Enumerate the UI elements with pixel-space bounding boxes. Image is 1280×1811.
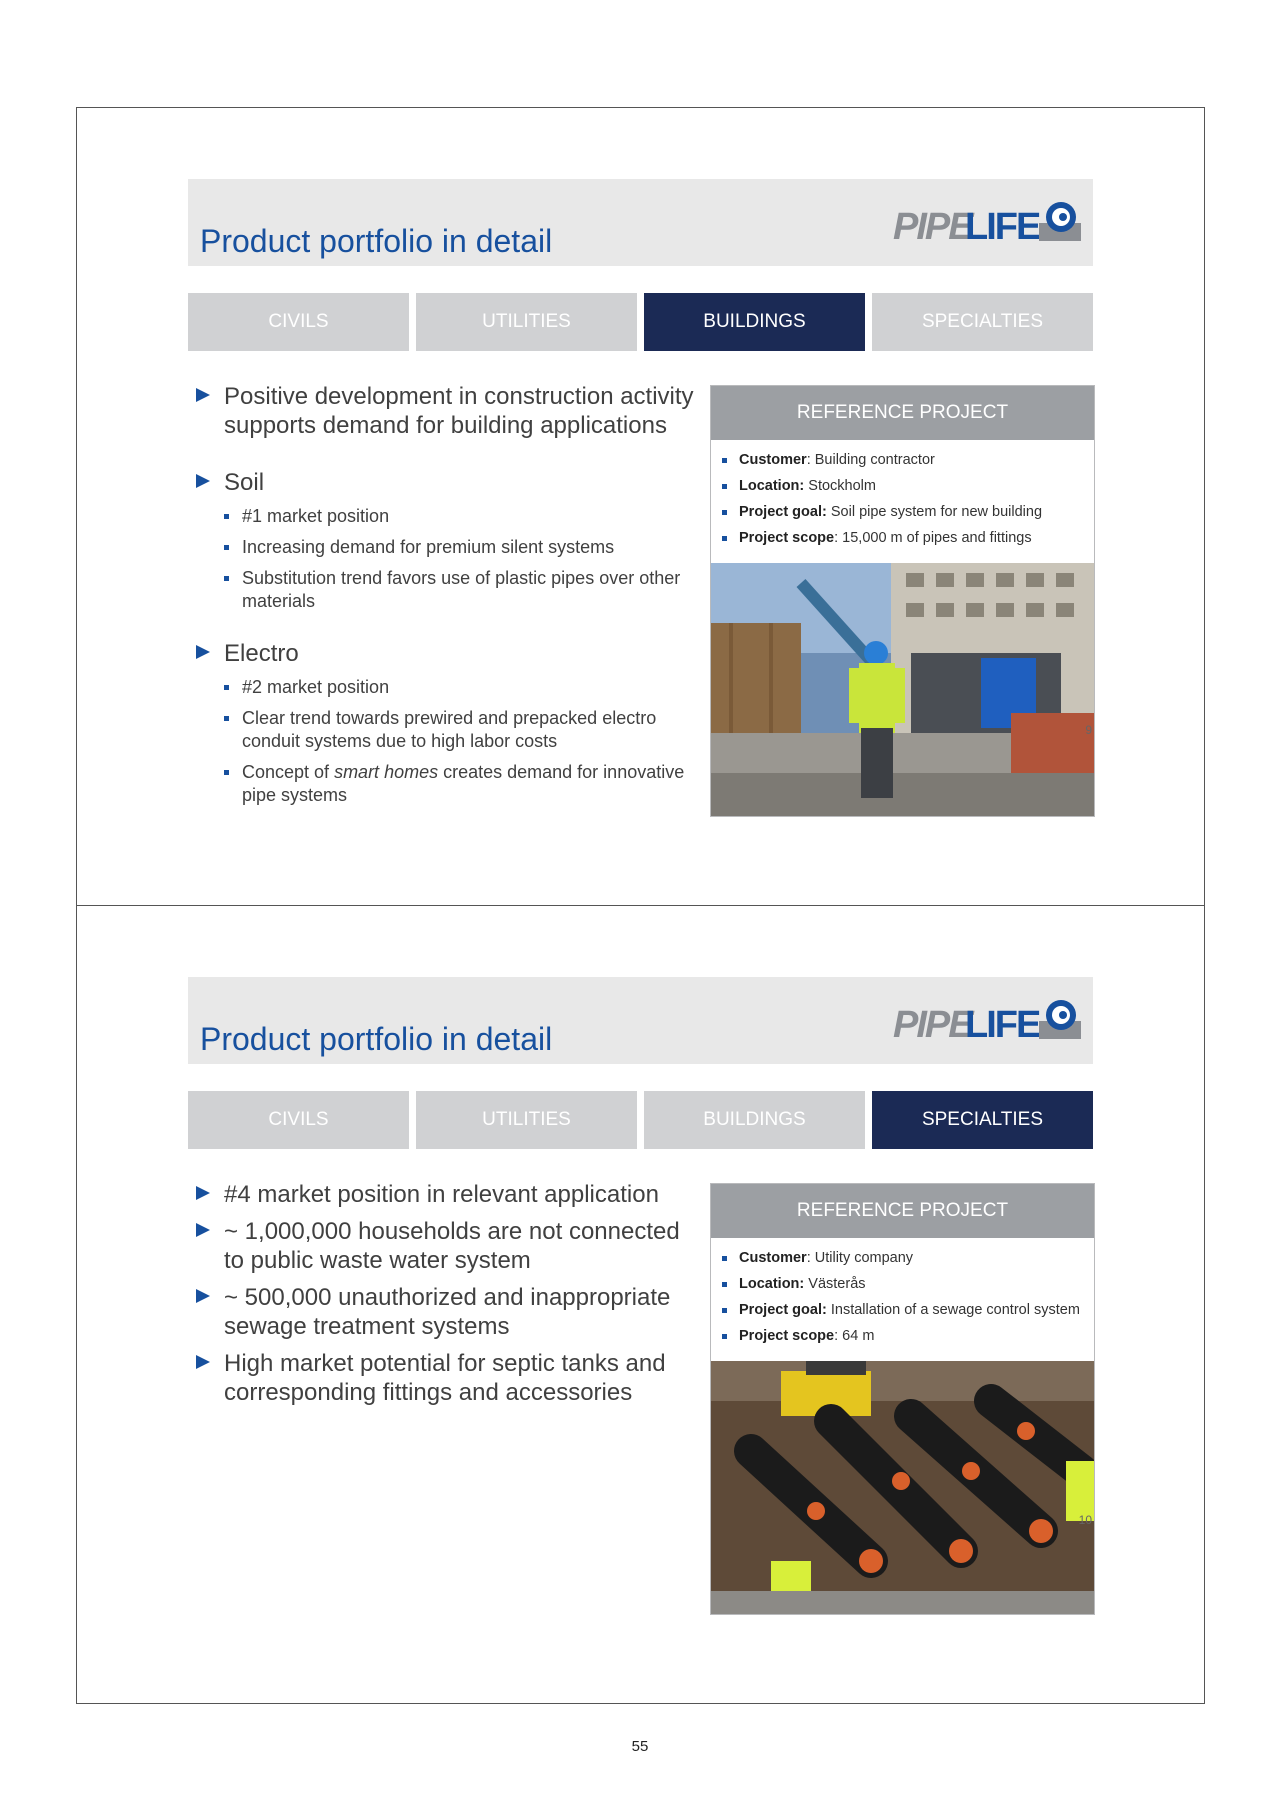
tab-utilities[interactable]: UTILITIES xyxy=(416,293,637,351)
reference-item: Project scope: 64 m xyxy=(721,1327,1090,1346)
tab-buildings[interactable]: BUILDINGS xyxy=(644,293,865,351)
slide-10 xyxy=(76,905,1205,1703)
reference-item: Project goal: Soil pipe system for new building xyxy=(721,503,1090,522)
slide-number: 9 xyxy=(1085,723,1092,737)
list-item: High market potential for septic tanks and corresponding fittings and accessories xyxy=(196,1349,696,1407)
logo-text-life: LIFE xyxy=(965,1004,1040,1046)
list-item: Soil xyxy=(196,468,696,497)
reference-item: Location: Västerås xyxy=(721,1275,1090,1294)
reference-item: Customer: Utility company xyxy=(721,1249,1090,1268)
reference-header: REFERENCE PROJECT xyxy=(711,1184,1094,1238)
tab-utilities[interactable]: UTILITIES xyxy=(416,1091,637,1149)
slide-header xyxy=(188,179,1093,266)
tab-specialties[interactable]: SPECIALTIES xyxy=(872,293,1093,351)
arrow-bullet-icon xyxy=(196,388,210,402)
sub-item: #2 market position xyxy=(196,676,696,699)
list-item: #4 market position in relevant application xyxy=(196,1180,696,1209)
pipelife-logo-icon xyxy=(893,197,1083,249)
reference-header: REFERENCE PROJECT xyxy=(711,386,1094,440)
tab-civils[interactable]: CIVILS xyxy=(188,293,409,351)
sub-item: Clear trend towards prewired and prepacked electro conduit systems due to high labor costs xyxy=(196,707,696,753)
category-tabs xyxy=(188,1091,1093,1149)
reference-list xyxy=(711,440,1094,563)
tab-buildings[interactable]: BUILDINGS xyxy=(644,1091,865,1149)
slide-9 xyxy=(76,107,1205,905)
bullet-list xyxy=(196,1180,696,1415)
reference-item: Project scope: 15,000 m of pipes and fittings xyxy=(721,529,1090,548)
list-item: Electro xyxy=(196,639,696,668)
sub-item: #1 market position xyxy=(196,505,696,528)
slide-number: 10 xyxy=(1078,1513,1092,1527)
arrow-bullet-icon xyxy=(196,1223,210,1237)
page-number: 55 xyxy=(631,1738,649,1755)
logo-text-life: LIFE xyxy=(965,206,1040,248)
sub-item: Substitution trend favors use of plastic pipes over other materials xyxy=(196,567,696,613)
logo-text-pipe: PIPE xyxy=(893,1004,972,1046)
arrow-bullet-icon xyxy=(196,1186,210,1200)
reference-project-box xyxy=(710,385,1095,817)
tab-civils[interactable]: CIVILS xyxy=(188,1091,409,1149)
pipelife-logo-icon xyxy=(893,995,1083,1047)
arrow-bullet-icon xyxy=(196,1355,210,1369)
reference-project-box xyxy=(710,1183,1095,1615)
arrow-bullet-icon xyxy=(196,474,210,488)
reference-item: Customer: Building contractor xyxy=(721,451,1090,470)
arrow-bullet-icon xyxy=(196,645,210,659)
tab-specialties[interactable]: SPECIALTIES xyxy=(872,1091,1093,1149)
sub-item: Increasing demand for premium silent systems xyxy=(196,536,696,559)
arrow-bullet-icon xyxy=(196,1289,210,1303)
bullet-list xyxy=(196,382,696,815)
slide-header xyxy=(188,977,1093,1064)
list-item: ~ 1,000,000 households are not connected to public waste water system xyxy=(196,1217,696,1275)
reference-list xyxy=(711,1238,1094,1361)
category-tabs xyxy=(188,293,1093,351)
smart-homes-text: Concept of smart homes creates demand for innovative pipe systems xyxy=(242,762,685,805)
sewage-tank-installation-photo xyxy=(711,1361,1094,1614)
construction-site-photo xyxy=(711,563,1094,816)
logo-text-pipe: PIPE xyxy=(893,206,972,248)
slide-title: Product portfolio in detail xyxy=(200,1021,553,1057)
slide-title: Product portfolio in detail xyxy=(200,223,553,259)
list-item: ~ 500,000 unauthorized and inappropriate sewage treatment systems xyxy=(196,1283,696,1341)
reference-item: Project goal: Installation of a sewage control system xyxy=(721,1301,1090,1320)
sub-item xyxy=(196,761,696,807)
list-item: Positive development in construction activity supports demand for building applications xyxy=(196,382,696,440)
reference-item: Location: Stockholm xyxy=(721,477,1090,496)
